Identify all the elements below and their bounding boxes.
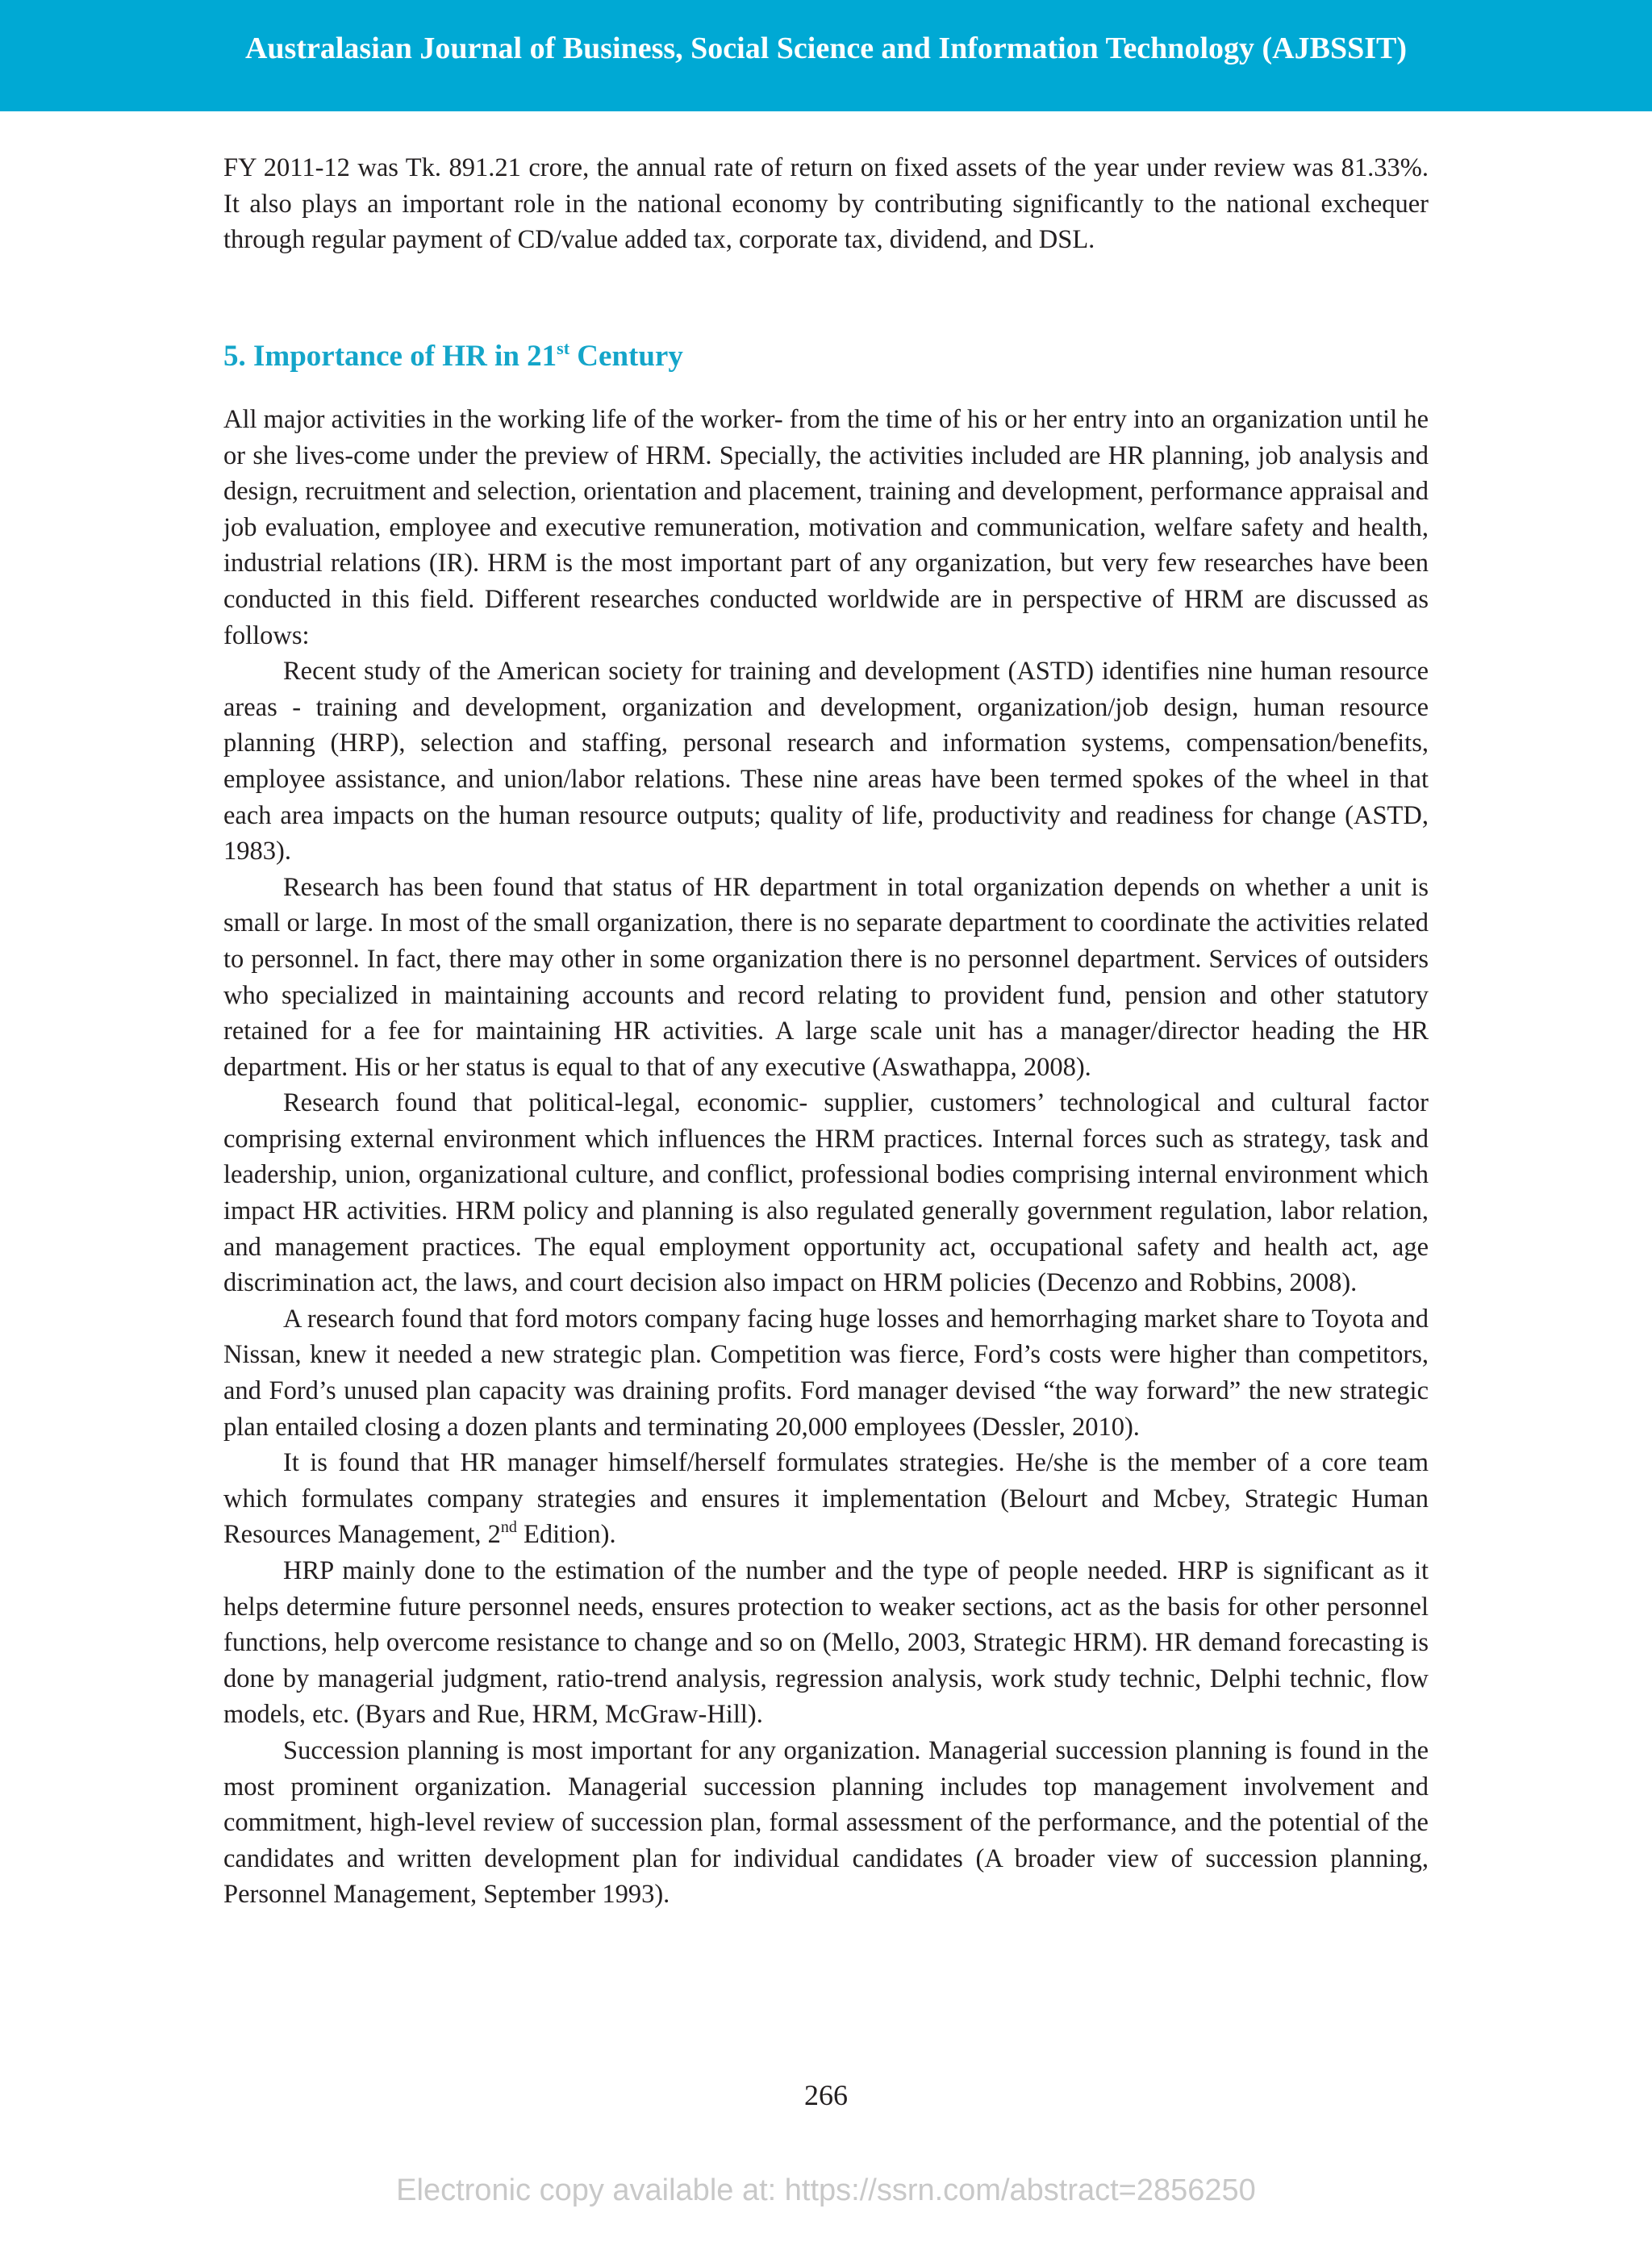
- journal-title: Australasian Journal of Business, Social Science and Information Technology (AJBSSIT): [244, 31, 1407, 65]
- section-heading-prefix: 5. Importance of HR in 21: [223, 340, 557, 373]
- section-heading: [223, 339, 683, 374]
- paragraph-succession: Succession planning is most important for any organization. Managerial succession planning is found in the most prominent organization. Managerial succession planning includes top management involvement and commitment, high-level review of succession plan, formal assessment of the performance, and the potential of the candidates and written development plan for individual candidates (A broader view of succession planning, Personnel Management, September 1993).: [223, 1735, 1429, 1910]
- edition-superscript: nd: [500, 1518, 517, 1537]
- paragraph-hrp: HRP mainly done to the estimation of the number and the type of people needed. HRP is significant as it helps determine future personnel needs, ensures protection to weaker sections, act as the basis for other personnel functions, help overcome resistance to change and so on (Mello, 2003, Strategic HRM). HR demand forecasting is done by managerial judgment, ratio-trend analysis, regression analysis, work study technic, Delphi technic, flow models, etc. (Byars and Rue, HRM, McGraw-Hill).: [223, 1556, 1429, 1730]
- ssrn-notice: Electronic copy available at: https://ssrn.com/abstract=2856250: [396, 2173, 1256, 2207]
- paragraph-hr-strategy-end: Edition).: [516, 1520, 616, 1550]
- section-heading-superscript: st: [557, 338, 570, 358]
- intro-paragraph: FY 2011-12 was Tk. 891.21 crore, the annual rate of return on fixed assets of the year under review was 81.33%. It also plays an important role in the national economy by contributing significantly to the national exchequer through regular payment of CD/value added tax, corporate tax, dividend, and DSL.: [223, 153, 1429, 255]
- page-number: 266: [804, 2079, 848, 2111]
- paragraph-astd: Recent study of the American society for training and development (ASTD) identifies nine human resource areas - training and development, organization and development, organization/job design, human resource planning (HRP), selection and staffing, personal research and information systems, compensation/benefits, employee assistance, and union/labor relations. These nine areas have been termed spokes of the wheel in that each area impacts on the human resource outputs; quality of life, productivity and readiness for change (ASTD, 1983).: [223, 657, 1429, 866]
- paragraph-hr-status: Research has been found that status of HR department in total organization depends on whether a unit is small or large. In most of the small organization, there is no separate department to coordinate the activities related to personnel. In fact, there may other in some organization there is no personnel department. Services of outsiders who specialized in maintaining accounts and record relating to provident fund, pension and other statutory retained for a fee for maintaining HR activities. A large scale unit has a manager/director heading the HR department. His or her status is equal to that of any executive (Aswathappa, 2008).: [223, 872, 1429, 1082]
- paragraph-ford: A research found that ford motors company facing huge losses and hemorrhaging market share to Toyota and Nissan, knew it needed a new strategic plan. Competition was fierce, Ford’s costs were higher than competitors, and Ford’s unused plan capacity was draining profits. Ford manager devised “the way forward” the new strategic plan entailed closing a dozen plants and terminating 20,000 employees (Dessler, 2010).: [223, 1304, 1429, 1442]
- section-body: [223, 402, 1429, 1913]
- paragraph-hr-strategy-text: It is found that HR manager himself/herself formulates strategies. He/she is the member of a core team which formulates company strategies and ensures it implementation (Belourt and Mcbey, Strategic Human Resources Management, 2: [223, 1448, 1429, 1550]
- paragraph-hr-strategy: [223, 1445, 1429, 1553]
- section-heading-suffix: Century: [569, 340, 683, 373]
- paragraph-overview: All major activities in the working life of the worker- from the time of his or her entry into an organization until he or she lives-come under the preview of HRM. Specially, the activities included are HR planning, job analysis and design, recruitment and selection, orientation and placement, training and development, performance appraisal and job evaluation, employee and executive remuneration, motivation and communication, welfare safety and health, industrial relations (IR). HRM is the most important part of any organization, but very few researches have been conducted in this field. Different researches conducted worldwide are in perspective of HRM are discussed as follows:: [223, 405, 1429, 650]
- paragraph-environment: Research found that political-legal, economic- supplier, customers’ technological and cultural factor comprising external environment which influences the HRM practices. Internal forces such as strategy, task and leadership, union, organizational culture, and conflict, professional bodies comprising internal environment which impact HR activities. HRM policy and planning is also regulated generally government regulation, labor relation, and management practices. The equal employment opportunity act, occupational safety and health act, age discrimination act, the laws, and court decision also impact on HRM policies (Decenzo and Robbins, 2008).: [223, 1088, 1429, 1298]
